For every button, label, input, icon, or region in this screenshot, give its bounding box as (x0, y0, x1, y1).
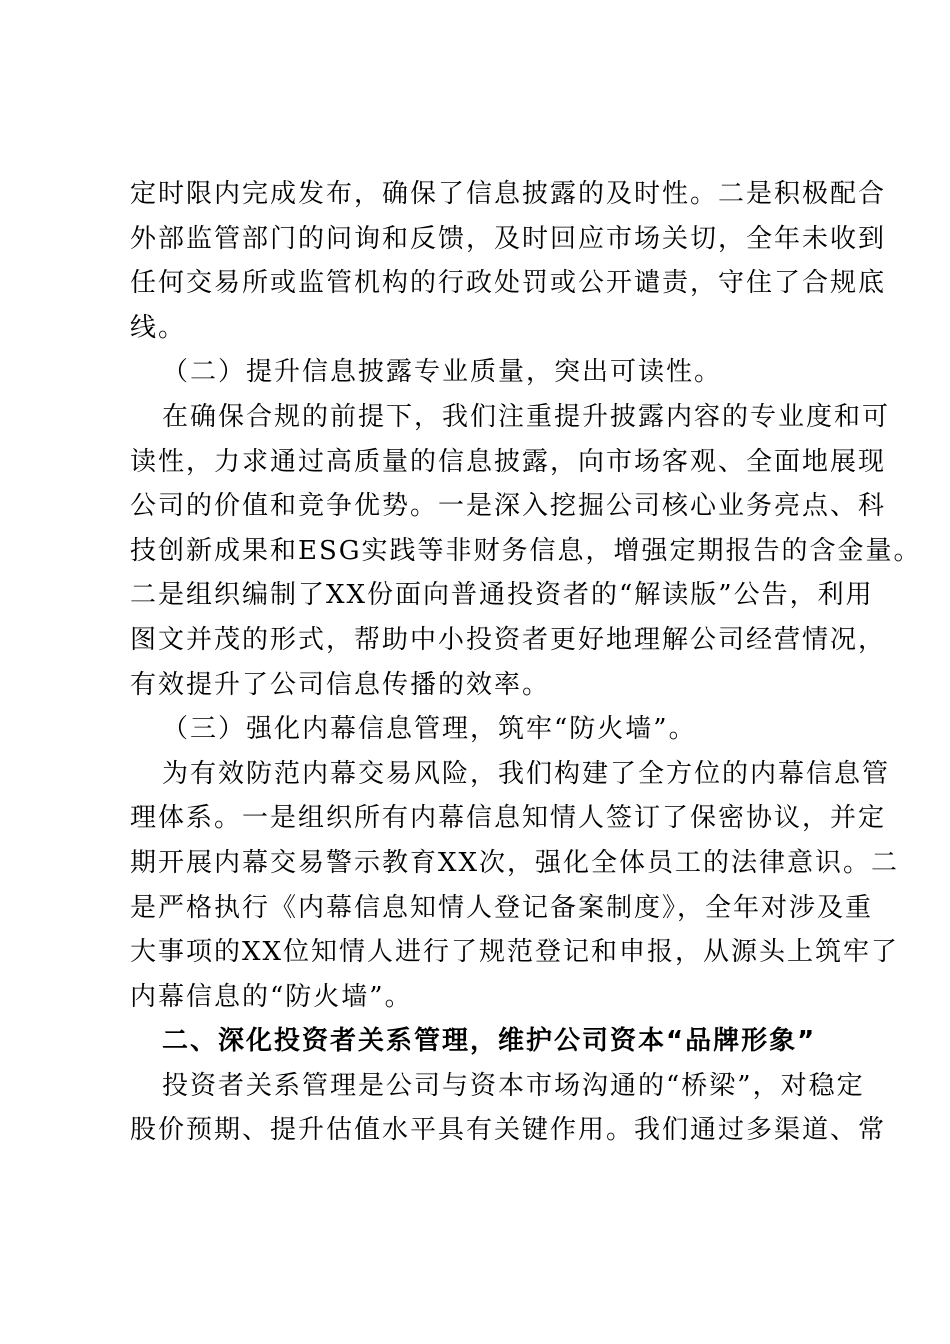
text-line: （二）提升信息披露专业质量，突出可读性。 (162, 357, 723, 388)
text-line: 股价预期、提升估值水平具有关键作用。我们通过多渠道、常 (130, 1115, 887, 1146)
text-line: 任何交易所或监管机构的行政处罚或公开谴责，守住了合规底 (130, 268, 887, 299)
text-line: 期开展内幕交易警示教育XX次，强化全体员工的法律意识。二 (130, 847, 900, 878)
paragraph (130, 172, 887, 350)
text-line: 线。 (130, 312, 187, 343)
text-line: 技创新成果和ESG实践等非财务信息，增强定期报告的含金量。 (130, 535, 922, 566)
text-line: 二是组织编制了XX份面向普通投资者的“解读版”公告，利用 (130, 580, 874, 611)
text-line: 为有效防范内幕交易风险，我们构建了全方位的内幕信息管 (162, 758, 891, 789)
document-page (130, 172, 922, 1153)
text-line: 外部监管部门的问询和反馈，及时回应市场关切，全年未收到 (130, 223, 887, 254)
text-line: 大事项的XX位知情人进行了规范登记和申报，从源头上筑牢了 (130, 937, 900, 968)
section-heading (130, 1019, 830, 1064)
text-line: 在确保合规的前提下，我们注重提升披露内容的专业度和可 (162, 401, 891, 432)
text-line: 定时限内完成发布，确保了信息披露的及时性。二是积极配合 (130, 179, 887, 209)
subsection-heading (130, 350, 830, 395)
paragraph (130, 1064, 887, 1153)
subsection-heading (130, 707, 830, 752)
paragraph (130, 752, 900, 1020)
text-line: 二、深化投资者关系管理，维护公司资本“品牌形象” (162, 1026, 817, 1057)
text-line: （三）强化内幕信息管理，筑牢“防火墙”。 (162, 714, 697, 745)
text-line: 公司的价值和竞争优势。一是深入挖掘公司核心业务亮点、科 (130, 491, 887, 522)
text-line: 读性，力求通过高质量的信息披露，向市场客观、全面地展现 (130, 446, 887, 477)
text-line: 理体系。一是组织所有内幕信息知情人签订了保密协议，并定 (130, 803, 887, 834)
text-line: 图文并茂的形式，帮助中小投资者更好地理解公司经营情况， (130, 624, 887, 655)
paragraph (130, 395, 922, 707)
text-line: 投资者关系管理是公司与资本市场沟通的“桥梁”，对稳定 (162, 1070, 865, 1101)
text-line: 是严格执行《内幕信息知情人登记备案制度》，全年对涉及重 (130, 892, 874, 923)
text-line: 内幕信息的“防火墙”。 (130, 981, 413, 1012)
text-line: 有效提升了公司信息传播的效率。 (130, 669, 551, 700)
